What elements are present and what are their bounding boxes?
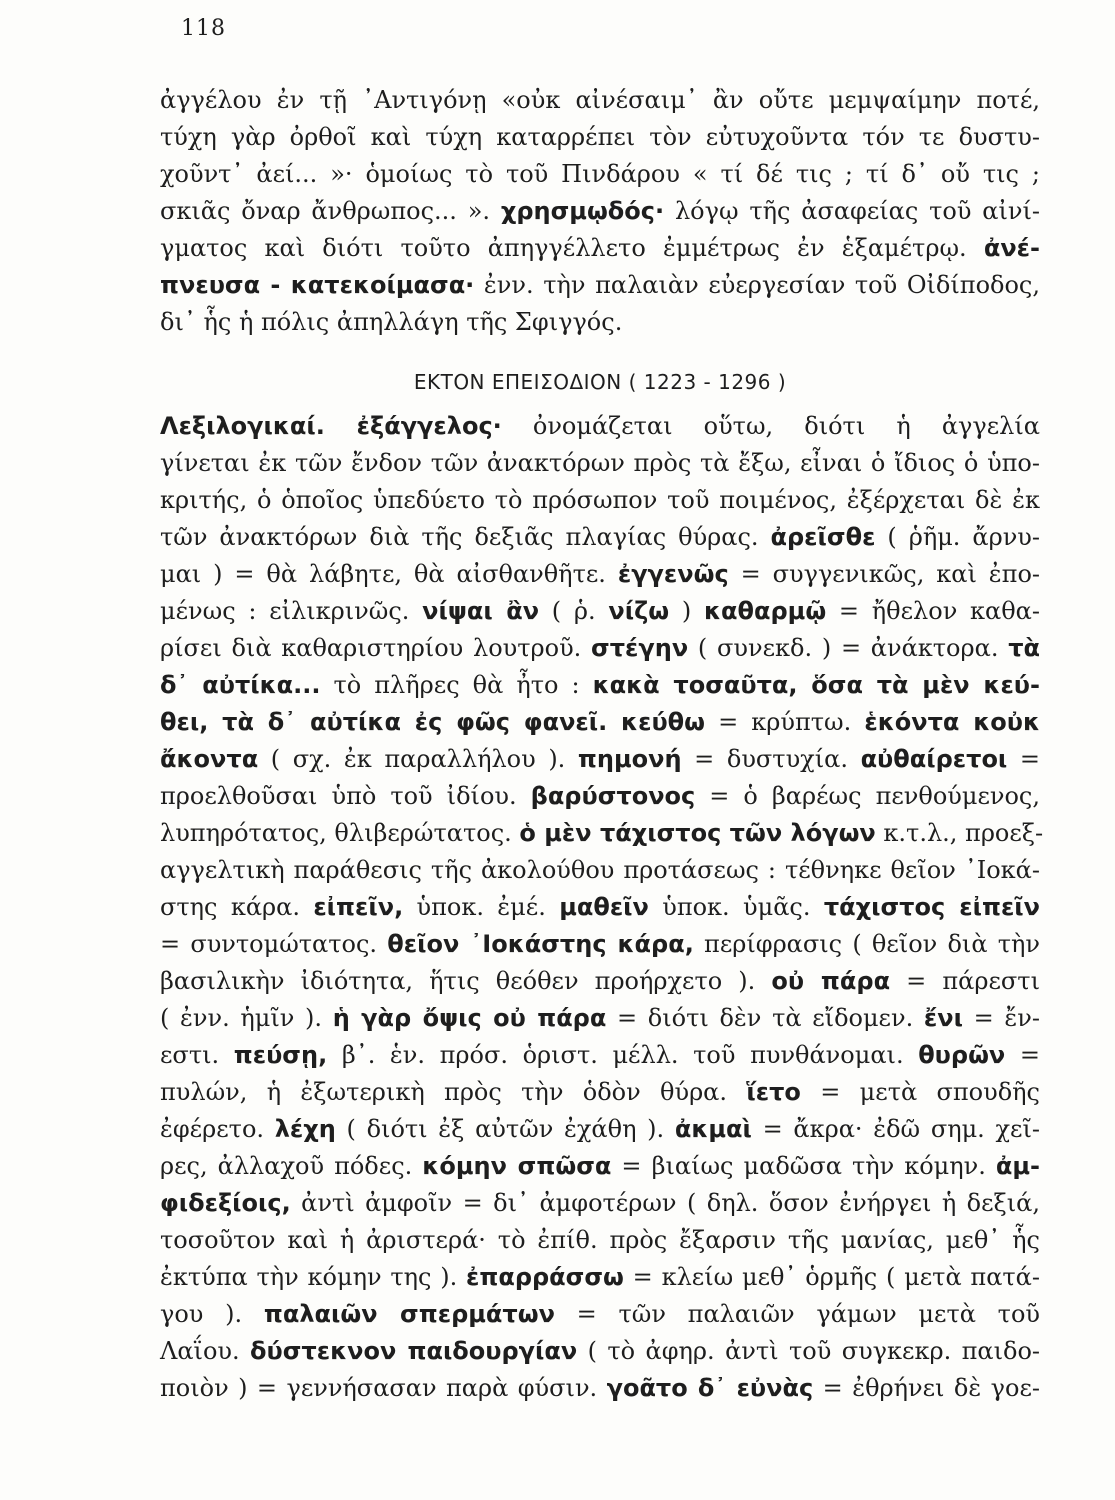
plain-text: = κρύπτω.: [705, 708, 865, 736]
bold-term: ἀρεῖσθε: [770, 523, 876, 551]
text-line: [160, 741, 1040, 778]
plain-text: γίνεται ἐκ τῶν ἔνδον τῶν ἀνακτόρων πρὸς τὰ ἔξω, εἶναι ὁ ἴδιος ὁ ὑπο-: [160, 449, 1040, 477]
text-line: [160, 1370, 1040, 1407]
plain-text: = ἔν-: [962, 1004, 1040, 1032]
plain-text: = συγγενικῶς, καὶ ἐπο-: [728, 560, 1041, 588]
plain-text: β᾽. ἑν. πρόσ. ὁριστ. μέλλ. τοῦ πυνθάνομαι.: [327, 1041, 919, 1069]
plain-text: ρες, ἀλλαχοῦ πόδες.: [160, 1152, 423, 1180]
bold-term: δ᾽ αὐτίκα...: [160, 671, 321, 699]
bold-term: θυρῶν: [918, 1041, 1006, 1069]
text-line: [160, 1259, 1040, 1296]
text-line: [160, 926, 1040, 963]
bold-term: παλαιῶν σπερμάτων: [263, 1300, 555, 1328]
bold-term: ἄκοντα: [160, 745, 259, 773]
bold-term: λέχη: [274, 1115, 336, 1143]
bold-term: τὰ: [1008, 634, 1041, 662]
bold-term: ἐπαρράσσω: [465, 1263, 624, 1291]
plain-text: ): [669, 597, 704, 625]
text-line: [160, 445, 1040, 482]
bold-term: πνευσα - κατεκοίμασα·: [160, 271, 475, 299]
text-line: [160, 267, 1040, 304]
plain-text: ὑποκ. ἐμέ.: [403, 893, 560, 921]
plain-text: αγγελτικὴ παράθεσις τῆς ἀκολούθου προτάσεως : τέθνηκε θεῖον ᾽Ιοκά-: [160, 856, 1040, 884]
text-line: [160, 1148, 1040, 1185]
plain-text: =: [1005, 1041, 1041, 1069]
plain-text: ἐφέρετο.: [160, 1115, 275, 1143]
plain-text: σκιᾶς ὄναρ ἄνθρωπος... ».: [160, 197, 501, 225]
text-line: [160, 1222, 1040, 1259]
plain-text: ( σχ. ἐκ παραλλήλου ).: [258, 745, 578, 773]
plain-text: = συντομώτατος.: [160, 930, 388, 958]
plain-text: = διότι δὲν τὰ εἴδομεν.: [606, 1004, 924, 1032]
commentary-paragraph-top: [160, 82, 1040, 341]
text-line: [160, 667, 1040, 704]
plain-text: =: [1007, 745, 1040, 773]
text-line: [160, 230, 1040, 267]
plain-text: περίφρασις ( θεῖον διὰ τὴν: [693, 930, 1041, 958]
plain-text: δι᾽ ἧς ἡ πόλις ἀπηλλάγη τῆς Σφιγγός.: [160, 308, 623, 336]
plain-text: χοῦντ᾽ ἀεί... »· ὁμοίως τὸ τοῦ Πινδάρου « τί δέ τις ; τί δ᾽ οὔ τις ;: [160, 160, 1040, 188]
commentary-paragraph-lexical: [160, 408, 1044, 1407]
plain-text: ἐκτύπα τὴν κόμην της ).: [160, 1263, 466, 1291]
plain-text: ( ἐνν. ἡμῖν ).: [160, 1004, 333, 1032]
plain-text: = βιαίως μαδῶσα τὴν κόμην.: [611, 1152, 996, 1180]
bold-term: μαθεῖν: [559, 893, 649, 921]
bold-term: Λεξιλογικαί. ἐξάγγελος·: [160, 412, 502, 440]
bold-term: πημονή: [577, 745, 682, 773]
text-line: [160, 852, 1040, 889]
plain-text: ( διότι ἐξ αὐτῶν ἐχάθη ).: [335, 1115, 675, 1143]
text-line: [160, 778, 1040, 815]
plain-text: = ἤθελον καθα-: [826, 597, 1040, 625]
text-line: [160, 815, 1044, 852]
text-line: [160, 408, 1040, 445]
bold-term: κακὰ τοσαῦτα, ὅσα τὰ μὲν κεύ-: [592, 671, 1040, 699]
plain-text: βασιλικὴν ἰδιότητα, ἥτις θεόθεν προήρχετο ).: [160, 967, 772, 995]
text-line: [160, 119, 1040, 156]
bold-term: νίζω: [608, 597, 670, 625]
bold-term: τάχιστος εἰπεῖν: [823, 893, 1041, 921]
text-line: [160, 1074, 1040, 1111]
plain-text: ( τὸ ἀφηρ. ἀντὶ τοῦ συγκεκρ. παιδο-: [577, 1337, 1041, 1365]
bold-term: οὐ πάρα: [771, 967, 891, 995]
plain-text: εστι.: [160, 1041, 234, 1069]
plain-text: γματος καὶ διότι τοῦτο ἀπηγγέλλετο ἐμμέτρως ἐν ἑξαμέτρῳ.: [160, 234, 984, 262]
text-line: [160, 482, 1040, 519]
plain-text: ( ῥῆμ. ἄρνυ-: [875, 523, 1041, 551]
text-line: [160, 193, 1040, 230]
plain-text: μαι ) = θὰ λάβητε, θὰ αἰσθανθῆτε.: [160, 560, 618, 588]
plain-text: = δυστυχία.: [681, 745, 861, 773]
plain-text: = πάρεστι: [890, 967, 1040, 995]
bold-term: ἀμ-: [995, 1152, 1041, 1180]
text-line: [160, 630, 1040, 667]
plain-text: τοσοῦτον καὶ ἡ ἀριστερά· τὸ ἐπίθ. πρὸς ἔξαρσιν τῆς μανίας, μεθ᾽ ἧς: [160, 1226, 1040, 1254]
plain-text: ρίσει διὰ καθαριστηρίου λουτροῦ.: [160, 634, 592, 662]
plain-text: ἀντὶ ἀμφοῖν = δι᾽ ἀμφοτέρων ( δηλ. ὅσον ἐνήργει ἡ δεξιά,: [290, 1189, 1040, 1217]
text-line: [160, 1185, 1040, 1222]
bold-term: γοᾶτο δ᾽ εὐνὰς: [606, 1374, 814, 1402]
text-line: [160, 1333, 1040, 1370]
bold-term: ὁ μὲν τάχιστος τῶν λόγων: [519, 819, 876, 847]
plain-text: ( συνεκδ. ) = ἀνάκτορα.: [688, 634, 1009, 662]
bold-term: βαρύστονος: [530, 782, 696, 810]
bold-term: χρησμῳδός·: [500, 197, 665, 225]
text-line: [160, 704, 1040, 741]
section-heading: ΕΚΤΟΝ ΕΠΕΙΣΟΔΙΟΝ ( 1223 - 1296 ): [413, 370, 787, 394]
text-line: [160, 156, 1040, 193]
page-number: 118: [181, 16, 226, 41]
bold-term: ἵετο: [746, 1078, 801, 1106]
plain-text: γου ).: [160, 1300, 264, 1328]
bold-term: δύστεκνον παιδουργίαν: [250, 1337, 578, 1365]
text-line: [160, 1111, 1040, 1148]
plain-text: = ὁ βαρέως πενθούμενος,: [695, 782, 1040, 810]
plain-text: κριτής, ὁ ὁποῖος ὑπεδύετο τὸ πρόσωπον τοῦ ποιμένος, ἐξέρχεται δὲ ἐκ: [160, 486, 1040, 514]
bold-term: ἑκόντα κοὐκ: [864, 708, 1040, 736]
text-line: [160, 1000, 1040, 1037]
plain-text: πυλών, ἡ ἐξωτερικὴ πρὸς τὴν ὁδὸν θύρα.: [160, 1078, 747, 1106]
bold-term: ἡ γὰρ ὄψις οὐ πάρα: [332, 1004, 607, 1032]
text-line: [160, 519, 1040, 556]
text-line: [160, 593, 1040, 630]
plain-text: λόγῳ τῆς ἀσαφείας τοῦ αἰνί-: [664, 197, 1040, 225]
plain-text: ὑποκ. ὑμᾶς.: [648, 893, 824, 921]
bold-term: ἀκμαὶ: [674, 1115, 752, 1143]
bold-term: ἔνι: [923, 1004, 963, 1032]
plain-text: ὀνομάζεται οὕτω, διότι ἡ ἀγγελία: [501, 412, 1040, 440]
plain-text: κ.τ.λ., προεξ-: [875, 819, 1044, 847]
bold-term: νίψαι ἂν: [422, 597, 540, 625]
text-line: [160, 304, 1040, 341]
bold-term: εἰπεῖν,: [313, 893, 404, 921]
plain-text: λυπηρότατος, θλιβερώτατος.: [160, 819, 520, 847]
bold-term: αὐθαίρετοι: [860, 745, 1008, 773]
bold-term: φιδεξίοις,: [160, 1189, 291, 1217]
plain-text: στης κάρα.: [160, 893, 314, 921]
plain-text: = κλείω μεθ᾽ ὁρμῆς ( μετὰ πατά-: [623, 1263, 1041, 1291]
bold-term: στέγην: [591, 634, 689, 662]
text-line: [160, 889, 1040, 926]
plain-text: = τῶν παλαιῶν γάμων μετὰ τοῦ: [554, 1300, 1040, 1328]
plain-text: = μετὰ σπουδῆς: [800, 1078, 1040, 1106]
plain-text: ( ῥ.: [539, 597, 609, 625]
plain-text: ἀγγέλου ἐν τῇ ᾽Αντιγόνῃ «οὐκ αἰνέσαιμ᾽ ἂν οὔτε μεμψαίμην ποτέ,: [160, 86, 1040, 114]
bold-term: θεῖον ᾽Ιοκάστης κάρα,: [387, 930, 694, 958]
bold-term: πεύσῃ,: [233, 1041, 328, 1069]
bold-term: καθαρμῷ: [703, 597, 827, 625]
text-line: [160, 82, 1040, 119]
bold-term: θει, τὰ δ᾽ αὐτίκα ἐς φῶς φανεῖ. κεύθω: [160, 708, 706, 736]
plain-text: ποιὸν ) = γεννήσασαν παρὰ φύσιν.: [160, 1374, 607, 1402]
text-line: [160, 963, 1040, 1000]
plain-text: προελθοῦσαι ὑπὸ τοῦ ἰδίου.: [160, 782, 531, 810]
plain-text: Λαΐου.: [160, 1337, 251, 1365]
plain-text: = ἐθρήνει δὲ γοε-: [813, 1374, 1040, 1402]
text-line: [160, 1296, 1040, 1333]
text-line: [160, 1037, 1040, 1074]
plain-text: τῶν ἀνακτόρων διὰ τῆς δεξιᾶς πλαγίας θύρας.: [160, 523, 771, 551]
bold-term: ἐγγενῶς: [617, 560, 729, 588]
plain-text: μένως : εἰλικρινῶς.: [160, 597, 423, 625]
bold-term: κόμην σπῶσα: [422, 1152, 612, 1180]
plain-text: τύχη γὰρ ὀρθοῖ καὶ τύχη καταρρέπει τὸν εὐτυχοῦντα τόν τε δυστυ-: [160, 123, 1040, 151]
bold-term: ἀνέ-: [983, 234, 1040, 262]
plain-text: = ἄκρα· ἐδῶ σημ. χεῖ-: [751, 1115, 1040, 1143]
plain-text: ἐνν. τὴν παλαιὰν εὐεργεσίαν τοῦ Οἰδίποδος,: [474, 271, 1040, 299]
text-line: [160, 556, 1040, 593]
plain-text: τὸ πλῆρες θὰ ἦτο :: [320, 671, 593, 699]
